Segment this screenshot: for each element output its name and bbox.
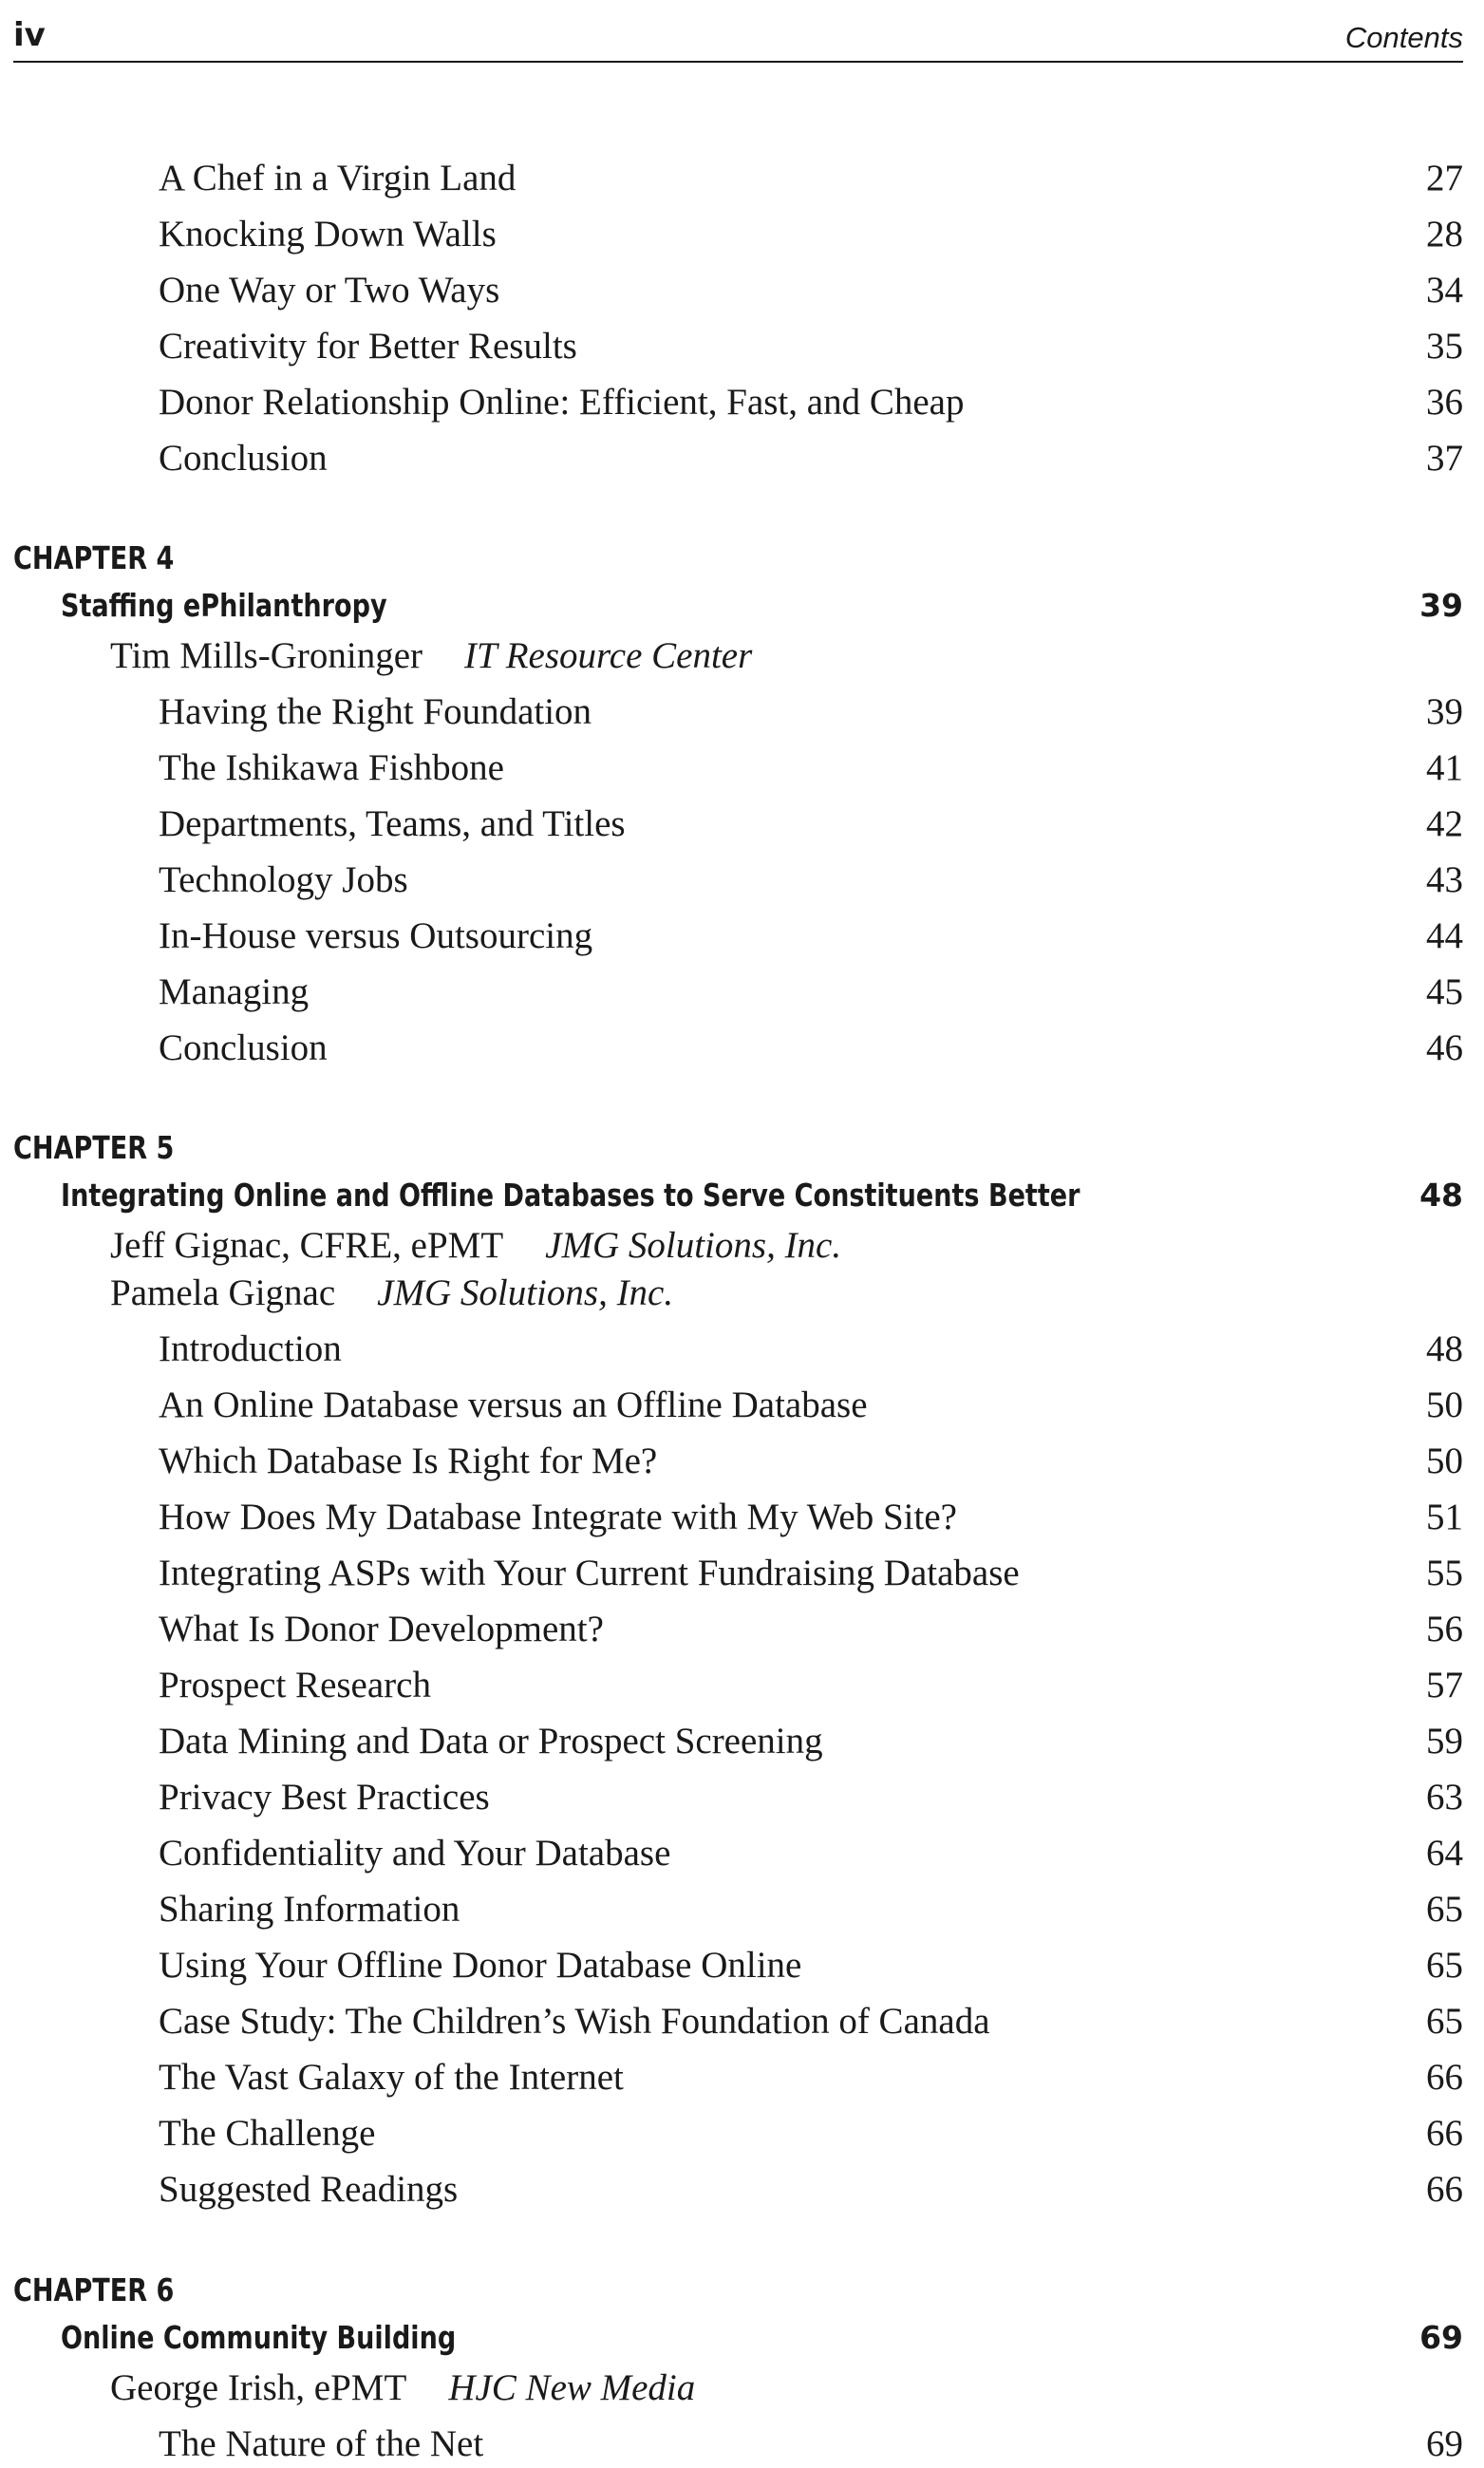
toc-entry-page: 36 — [1426, 382, 1463, 423]
toc-entry-title: The Nature of the Net — [159, 2423, 484, 2464]
toc-entry[interactable] — [13, 1944, 1463, 1988]
toc-entry-title: Confidentiality and Your Database — [159, 1833, 671, 1874]
toc-entry-title: Case Study: The Children’s Wish Foundation of Canada — [159, 2001, 990, 2042]
toc-entry-title: Departments, Teams, and Titles — [159, 803, 626, 844]
toc-entry[interactable] — [13, 1776, 1463, 1819]
toc-entry-title: Knocking Down Walls — [159, 214, 497, 254]
toc-entry[interactable] — [13, 914, 1463, 958]
author-name: George Irish, ePMT — [110, 2367, 407, 2408]
author-affiliation: HJC New Media — [448, 2367, 696, 2408]
toc-entry-title: Using Your Offline Donor Database Online — [159, 1945, 802, 1986]
toc-entry-title: A Chef in a Virgin Land — [159, 158, 517, 198]
chapter-page: 48 — [1419, 1177, 1463, 1214]
toc-entry[interactable] — [13, 2168, 1463, 2212]
toc-entry-page: 41 — [1426, 747, 1463, 788]
toc-entry[interactable] — [13, 802, 1463, 846]
chapter-title-line[interactable] — [13, 2316, 1463, 2360]
toc-entry-title: Technology Jobs — [159, 859, 408, 900]
toc-entry-page: 37 — [1426, 438, 1463, 479]
author-affiliation: JMG Solutions, Inc. — [377, 1272, 674, 1313]
toc-entry-page: 59 — [1426, 1721, 1463, 1762]
toc-entry-page: 35 — [1426, 326, 1463, 367]
toc-entry-page: 69 — [1426, 2423, 1463, 2464]
toc-entry-title: An Online Database versus an Offline Database — [159, 1385, 868, 1425]
toc-entry-title: The Ishikawa Fishbone — [159, 747, 504, 788]
author-name: Tim Mills-Groninger — [110, 635, 423, 676]
toc-entry-title: Conclusion — [159, 1027, 328, 1068]
toc-entry[interactable] — [13, 1552, 1463, 1595]
toc-entry-page: 27 — [1426, 158, 1463, 198]
toc-entry-page: 43 — [1426, 859, 1463, 900]
toc-entry[interactable] — [13, 2056, 1463, 2100]
toc-entry-title: The Challenge — [159, 2113, 376, 2154]
chapter-number: CHAPTER 4 — [13, 539, 175, 576]
toc-entry[interactable] — [13, 746, 1463, 790]
toc-entry[interactable] — [13, 970, 1463, 1014]
chapter-author — [13, 634, 1463, 678]
toc-entry[interactable] — [13, 325, 1463, 368]
toc-entry[interactable] — [13, 1608, 1463, 1651]
toc-entry[interactable] — [13, 690, 1463, 734]
toc-entry-title: Sharing Information — [159, 1889, 460, 1930]
toc-entry[interactable] — [13, 213, 1463, 256]
chapter-author — [13, 1224, 1463, 1268]
toc-entry[interactable] — [13, 437, 1463, 480]
toc-entry[interactable] — [13, 269, 1463, 312]
toc-entry-title: Data Mining and Data or Prospect Screening — [159, 1721, 823, 1762]
toc-entry[interactable] — [13, 1664, 1463, 1707]
toc-entry[interactable] — [13, 1832, 1463, 1875]
author-affiliation: JMG Solutions, Inc. — [545, 1225, 842, 1266]
toc-entry-title: Creativity for Better Results — [159, 326, 577, 367]
toc-entry[interactable] — [13, 1027, 1463, 1070]
toc-entry[interactable] — [13, 2000, 1463, 2044]
toc-entry-page: 66 — [1426, 2113, 1463, 2154]
toc-entry-page: 51 — [1426, 1497, 1463, 1537]
toc-entry[interactable] — [13, 858, 1463, 902]
toc-entry-title: Prospect Research — [159, 1665, 431, 1705]
toc-entry-title: How Does My Database Integrate with My Web Site? — [159, 1497, 957, 1537]
chapter-number: CHAPTER 5 — [13, 1129, 175, 1166]
chapter-number: CHAPTER 6 — [13, 2271, 175, 2308]
toc-entry[interactable] — [13, 1496, 1463, 1539]
chapter-author — [13, 1272, 1463, 1315]
toc-entry-page: 28 — [1426, 214, 1463, 254]
toc-entry[interactable] — [13, 2422, 1463, 2466]
toc-entry-page: 64 — [1426, 1833, 1463, 1874]
toc-entry-title: Donor Relationship Online: Efficient, Fast, and Cheap — [159, 382, 965, 423]
toc-entry-title: What Is Donor Development? — [159, 1609, 604, 1649]
author-affiliation: IT Resource Center — [464, 635, 753, 676]
toc-entry-page: 66 — [1426, 2169, 1463, 2210]
toc-entry-title: In-House versus Outsourcing — [159, 915, 593, 956]
chapter-author — [13, 2366, 1463, 2410]
toc-entry-title: Having the Right Foundation — [159, 691, 592, 732]
toc-entry[interactable] — [13, 1888, 1463, 1931]
toc-entry-page: 48 — [1426, 1328, 1463, 1369]
toc-entry[interactable] — [13, 1440, 1463, 1483]
chapter-label — [13, 537, 1463, 580]
toc-entry-page: 66 — [1426, 2057, 1463, 2098]
toc-entry-page: 65 — [1426, 1945, 1463, 1986]
toc-entry-page: 65 — [1426, 1889, 1463, 1930]
toc-entry-page: 44 — [1426, 915, 1463, 956]
toc-entry-title: Which Database Is Right for Me? — [159, 1441, 658, 1481]
toc-entry-page: 57 — [1426, 1665, 1463, 1705]
chapter-title: Staffing ePhilanthropy — [61, 587, 387, 624]
page-folio: iv — [13, 16, 46, 54]
toc-entry-page: 50 — [1426, 1385, 1463, 1425]
toc-entry-page: 39 — [1426, 691, 1463, 732]
chapter-title: Online Community Building — [61, 2319, 457, 2356]
toc-entry-page: 45 — [1426, 971, 1463, 1012]
chapter-label — [13, 2269, 1463, 2312]
chapter-label — [13, 1126, 1463, 1170]
toc-entry-title: Suggested Readings — [159, 2169, 459, 2210]
toc-entry[interactable] — [13, 1384, 1463, 1427]
toc-entry-page: 46 — [1426, 1027, 1463, 1068]
chapter-page: 69 — [1419, 2319, 1463, 2356]
author-name: Pamela Gignac — [110, 1272, 336, 1313]
toc-entry-title: Integrating ASPs with Your Current Fundraising Database — [159, 1553, 1020, 1593]
toc-entry-page: 56 — [1426, 1609, 1463, 1649]
toc-entry[interactable] — [13, 157, 1463, 200]
toc-entry-title: Managing — [159, 971, 310, 1012]
toc-entry-title: Privacy Best Practices — [159, 1777, 490, 1818]
toc-entry[interactable] — [13, 2112, 1463, 2156]
toc-entry-page: 50 — [1426, 1441, 1463, 1481]
toc-entry-title: The Vast Galaxy of the Internet — [159, 2057, 624, 2098]
toc-entry-page: 34 — [1426, 270, 1463, 311]
chapter-title: Integrating Online and Offline Databases to Serve Constituents Better — [61, 1177, 1080, 1214]
toc-entry[interactable] — [13, 381, 1463, 424]
toc-entry-page: 63 — [1426, 1777, 1463, 1818]
toc-entry-page: 65 — [1426, 2001, 1463, 2042]
toc-entry-title: Conclusion — [159, 438, 328, 479]
toc-entry-title: One Way or Two Ways — [159, 270, 500, 311]
toc-entry-page: 55 — [1426, 1553, 1463, 1593]
toc-entry[interactable] — [13, 1328, 1463, 1371]
chapter-title-line[interactable] — [13, 1174, 1463, 1217]
chapter-title-line[interactable] — [13, 584, 1463, 628]
author-name: Jeff Gignac, CFRE, ePMT — [110, 1225, 504, 1266]
toc-entry-page: 42 — [1426, 803, 1463, 844]
running-head: Contents — [1344, 21, 1463, 54]
page-header — [13, 13, 1463, 63]
chapter-page: 39 — [1419, 587, 1463, 624]
toc-entry[interactable] — [13, 1720, 1463, 1763]
toc-entry-title: Introduction — [159, 1328, 342, 1369]
